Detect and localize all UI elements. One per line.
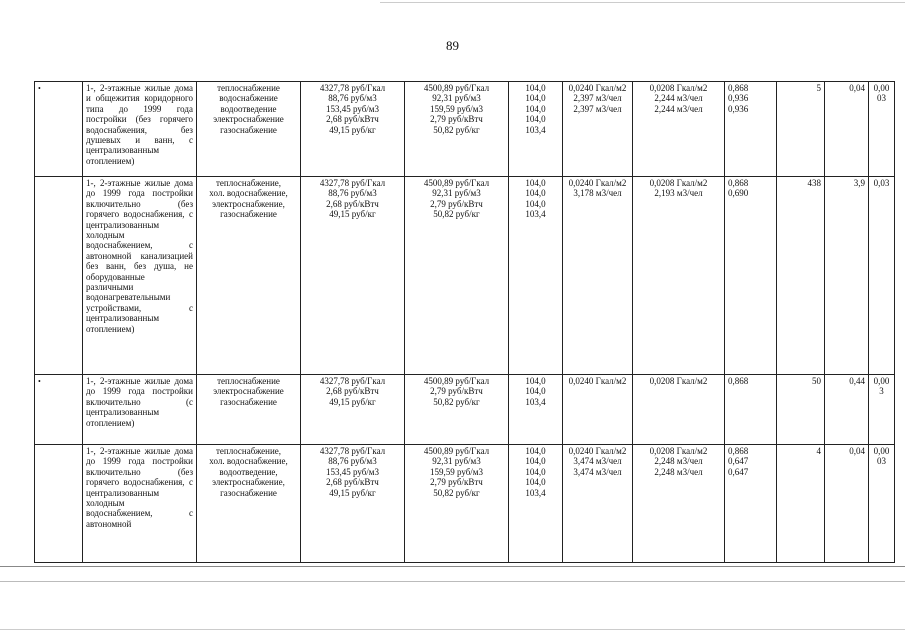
tariff-second-cell: 4500,89 руб/Гкал 92,31 руб/м3 159,59 руб/м3 2,79 руб/кВтч 50,82 руб/кг xyxy=(405,82,509,177)
table-row xyxy=(35,177,895,375)
row-marker xyxy=(35,445,83,563)
share-cell: 0,00 03 xyxy=(869,445,895,563)
housing-type-cell: 1-, 2-этажные жилые дома и общежития коридорного типа до 1999 года постройки (без горячего водоснабжения, без душевых и ванн, с централизованным отоплением) xyxy=(83,82,197,177)
tariff-second-cell: 4500,89 руб/Гкал 2,79 руб/кВтч 50,82 руб/кг xyxy=(405,375,509,445)
row-marker xyxy=(35,177,83,375)
norm-first-cell: 0,0240 Гкал/м2 xyxy=(563,375,633,445)
share-cell: 0,00 03 xyxy=(869,82,895,177)
tariff-first-cell: 4327,78 руб/Гкал 88,76 руб/м3 153,45 руб/м3 2,68 руб/кВтч 49,15 руб/кг xyxy=(301,445,405,563)
coefficient-cell: 0,868 0,936 0,936 xyxy=(725,82,777,177)
index-cell: 104,0 104,0 103,4 xyxy=(509,375,563,445)
area-cell: 0,04 xyxy=(825,82,869,177)
scan-edge-bottom xyxy=(0,629,905,630)
scan-edge-bottom xyxy=(0,581,905,582)
coefficient-cell: 0,868 0,690 xyxy=(725,177,777,375)
row-marker: • xyxy=(35,375,83,445)
tariff-table xyxy=(34,81,895,563)
scan-edge-top xyxy=(380,2,905,3)
norm-second-cell: 0,0208 Гкал/м2 xyxy=(633,375,725,445)
table-row xyxy=(35,82,895,177)
share-cell: 0,03 xyxy=(869,177,895,375)
services-cell: теплоснабжение электроснабжение газоснабжение xyxy=(197,375,301,445)
count-cell: 50 xyxy=(777,375,825,445)
services-cell: теплоснабжение, хол. водоснабжение, электроснабжение, газоснабжение xyxy=(197,177,301,375)
tariff-second-cell: 4500,89 руб/Гкал 92,31 руб/м3 2,79 руб/кВтч 50,82 руб/кг xyxy=(405,177,509,375)
tariff-second-cell: 4500,89 руб/Гкал 92,31 руб/м3 159,59 руб/м3 2,79 руб/кВтч 50,82 руб/кг xyxy=(405,445,509,563)
norm-first-cell: 0,0240 Гкал/м2 3,474 м3/чел 3,474 м3/чел xyxy=(563,445,633,563)
index-cell: 104,0 104,0 104,0 104,0 103,4 xyxy=(509,445,563,563)
area-cell: 0,04 xyxy=(825,445,869,563)
area-cell: 0,44 xyxy=(825,375,869,445)
housing-type-cell: 1-, 2-этажные жилые дома до 1999 года постройки включительно (без горячего водоснабжения, с централизованным холодным водоснабжением, с автономной xyxy=(83,445,197,563)
index-cell: 104,0 104,0 104,0 103,4 xyxy=(509,177,563,375)
norm-second-cell: 0,0208 Гкал/м2 2,248 м3/чел 2,248 м3/чел xyxy=(633,445,725,563)
scan-edge-bottom xyxy=(0,566,905,567)
coefficient-cell: 0,868 xyxy=(725,375,777,445)
share-cell: 0,00 3 xyxy=(869,375,895,445)
coefficient-cell: 0,868 0,647 0,647 xyxy=(725,445,777,563)
area-cell: 3,9 xyxy=(825,177,869,375)
services-cell: теплоснабжение, хол. водоснабжение, водоотведение, электроснабжение, газоснабжение xyxy=(197,445,301,563)
count-cell: 438 xyxy=(777,177,825,375)
count-cell: 4 xyxy=(777,445,825,563)
norm-first-cell: 0,0240 Гкал/м2 3,178 м3/чел xyxy=(563,177,633,375)
index-cell: 104,0 104,0 104,0 104,0 103,4 xyxy=(509,82,563,177)
housing-type-cell: 1-, 2-этажные жилые дома до 1999 года постройки включительно (без горячего водоснабжения, с централизованным холодным водоснабжением, с автономной канализацией без ванн, без душа, не оборудованные различными водонагревательными устройствами, с централизованным отоплением) xyxy=(83,177,197,375)
tariff-first-cell: 4327,78 руб/Гкал 2,68 руб/кВтч 49,15 руб/кг xyxy=(301,375,405,445)
table-row xyxy=(35,375,895,445)
norm-first-cell: 0,0240 Гкал/м2 2,397 м3/чел 2,397 м3/чел xyxy=(563,82,633,177)
count-cell: 5 xyxy=(777,82,825,177)
row-marker: • xyxy=(35,82,83,177)
tariff-first-cell: 4327,78 руб/Гкал 88,76 руб/м3 2,68 руб/кВтч 49,15 руб/кг xyxy=(301,177,405,375)
page-number: 89 xyxy=(446,38,459,53)
norm-second-cell: 0,0208 Гкал/м2 2,244 м3/чел 2,244 м3/чел xyxy=(633,82,725,177)
tariff-first-cell: 4327,78 руб/Гкал 88,76 руб/м3 153,45 руб/м3 2,68 руб/кВтч 49,15 руб/кг xyxy=(301,82,405,177)
services-cell: теплоснабжение водоснабжение водоотведение электроснабжение газоснабжение xyxy=(197,82,301,177)
table-row xyxy=(35,445,895,563)
norm-second-cell: 0,0208 Гкал/м2 2,193 м3/чел xyxy=(633,177,725,375)
housing-type-cell: 1-, 2-этажные жилые дома до 1999 года постройки включительно (с централизованным отоплением) xyxy=(83,375,197,445)
